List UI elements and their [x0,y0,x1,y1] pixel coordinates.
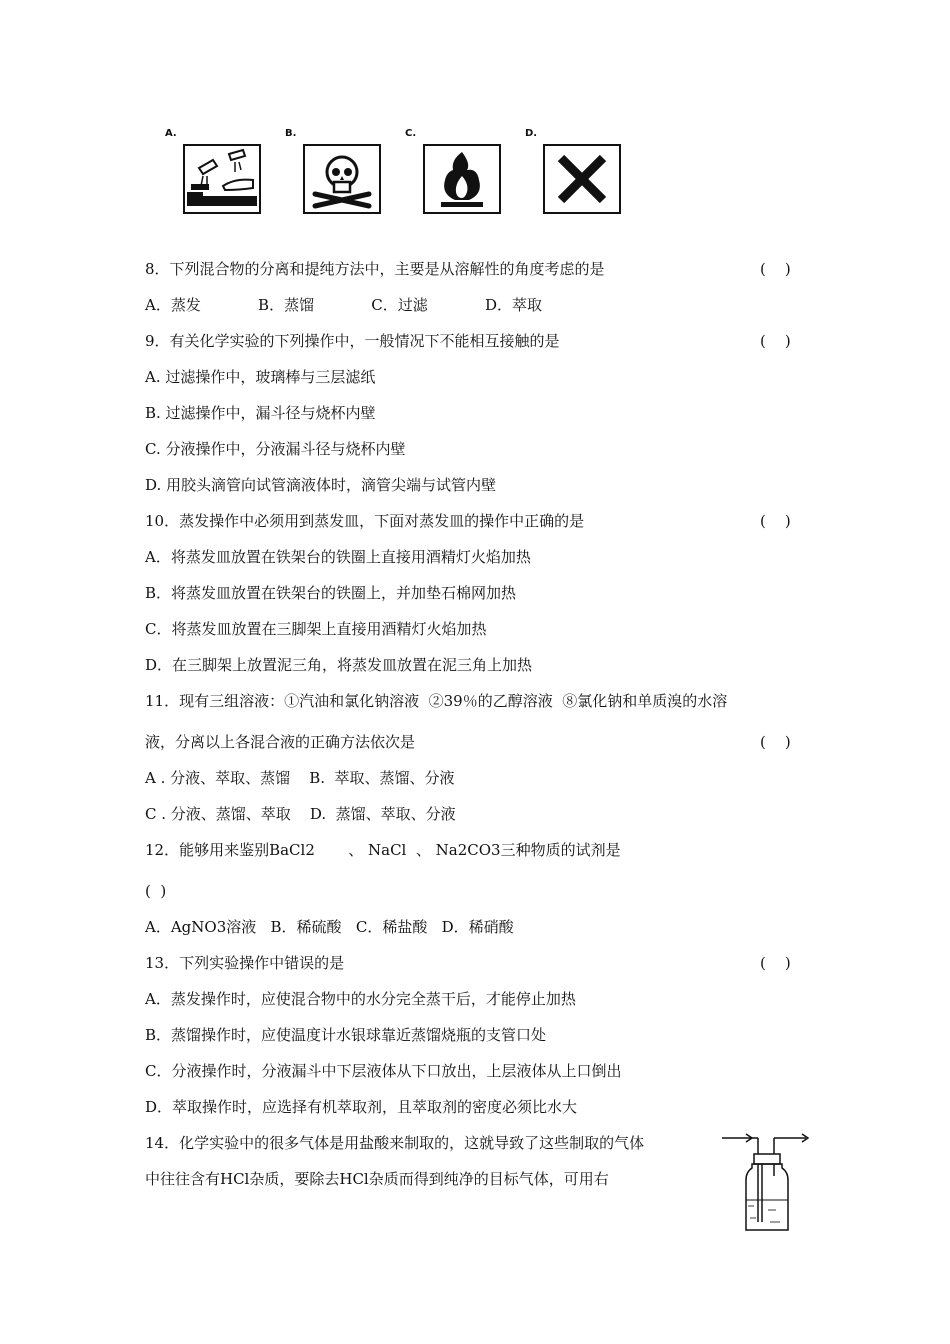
icon-label-d: D. [525,128,538,139]
q9-option-a: A. 过滤操作中，玻璃棒与三层滤纸 [145,368,376,386]
q8-stem: 8．下列混合物的分离和提纯方法中，主要是从溶解性的角度考虑的是 [145,260,605,278]
q10-stem: 10．蒸发操作中必须用到蒸发皿，下面对蒸发皿的操作中正确的是 [145,512,585,530]
q8-options: A．蒸发 B．蒸馏 C．过滤 D．萃取 [145,296,543,314]
toxic-skull-icon [303,144,381,214]
option-b-icon-group [283,128,373,220]
corrosive-icon [183,144,261,214]
q10-option-a: A．将蒸发皿放置在铁架台的铁圈上直接用酒精灯火焰加热 [145,548,531,566]
q10-option-b: B．将蒸发皿放置在铁架台的铁圈上，并加垫石棉网加热 [145,584,517,602]
icon-label-a: A. [165,128,177,139]
q9-option-b: B. 过滤操作中，漏斗径与烧杯内壁 [145,404,376,422]
icon-label-b: B. [285,128,297,139]
option-a-icon-group [163,128,253,220]
q12-stem: 12．能够用来鉴别BaCl2 、 NaCl 、 Na2CO3三种物质的试剂是 [145,841,621,859]
q9-answer-paren: ( ) [760,332,791,350]
option-c-icon-group [403,128,493,220]
q11-stem-line1: 11．现有三组溶液：①汽油和氯化钠溶液 ②39％的乙醇溶液 ⑧氯化钠和单质溴的水溶 [145,692,728,710]
q13-stem: 13．下列实验操作中错误的是 [145,954,345,972]
q14-stem-line2: 中往往含有HCl杂质，要除去HCl杂质而得到纯净的目标气体，可用右 [145,1170,609,1188]
gas-washing-bottle-diagram [718,1128,818,1238]
q13-answer-paren: ( ) [760,954,791,972]
hazard-icons-row [163,128,633,220]
q11-options-cd: C . 分液、蒸馏、萃取 D. 蒸馏、萃取、分液 [145,805,456,823]
q14-stem-line1: 14．化学实验中的很多气体是用盐酸来制取的，这就导致了这些制取的气体 [145,1134,645,1152]
flammable-icon [423,144,501,214]
q9-option-d: D. 用胶头滴管向试管滴液体时，滴管尖端与试管内壁 [145,476,497,494]
q9-stem: 9．有关化学实验的下列操作中，一般情况下不能相互接触的是 [145,332,560,350]
q13-option-b: B．蒸馏操作时，应使温度计水银球靠近蒸馏烧瓶的支管口处 [145,1026,547,1044]
q13-option-c: C．分液操作时，分液漏斗中下层液体从下口放出，上层液体从上口倒出 [145,1062,622,1080]
harmful-x-icon [543,144,621,214]
icon-label-c: C. [405,128,417,139]
q10-answer-paren: ( ) [760,512,791,530]
q9-option-c: C. 分液操作中，分液漏斗径与烧杯内壁 [145,440,406,458]
q10-option-d: D．在三脚架上放置泥三角，将蒸发皿放置在泥三角上加热 [145,656,533,674]
q10-option-c: C．将蒸发皿放置在三脚架上直接用酒精灯火焰加热 [145,620,487,638]
option-d-icon-group [523,128,613,220]
q12-answer-paren: ( ) [145,882,167,900]
q13-option-a: A．蒸发操作时，应使混合物中的水分完全蒸干后，才能停止加热 [145,990,576,1008]
q8-answer-paren: ( ) [760,260,791,278]
q11-answer-paren: ( ) [760,733,791,751]
q11-stem-line2: 液，分离以上各混合液的正确方法依次是 [145,733,416,751]
q13-option-d: D．萃取操作时，应选择有机萃取剂，且萃取剂的密度必须比水大 [145,1098,578,1116]
gas-washing-bottle-icon [718,1128,818,1238]
q12-options: A．AgNO3溶液 B．稀硫酸 C．稀盐酸 D．稀硝酸 [145,918,514,936]
q11-options-ab: A . 分液、萃取、蒸馏 B. 萃取、蒸馏、分液 [145,769,455,787]
